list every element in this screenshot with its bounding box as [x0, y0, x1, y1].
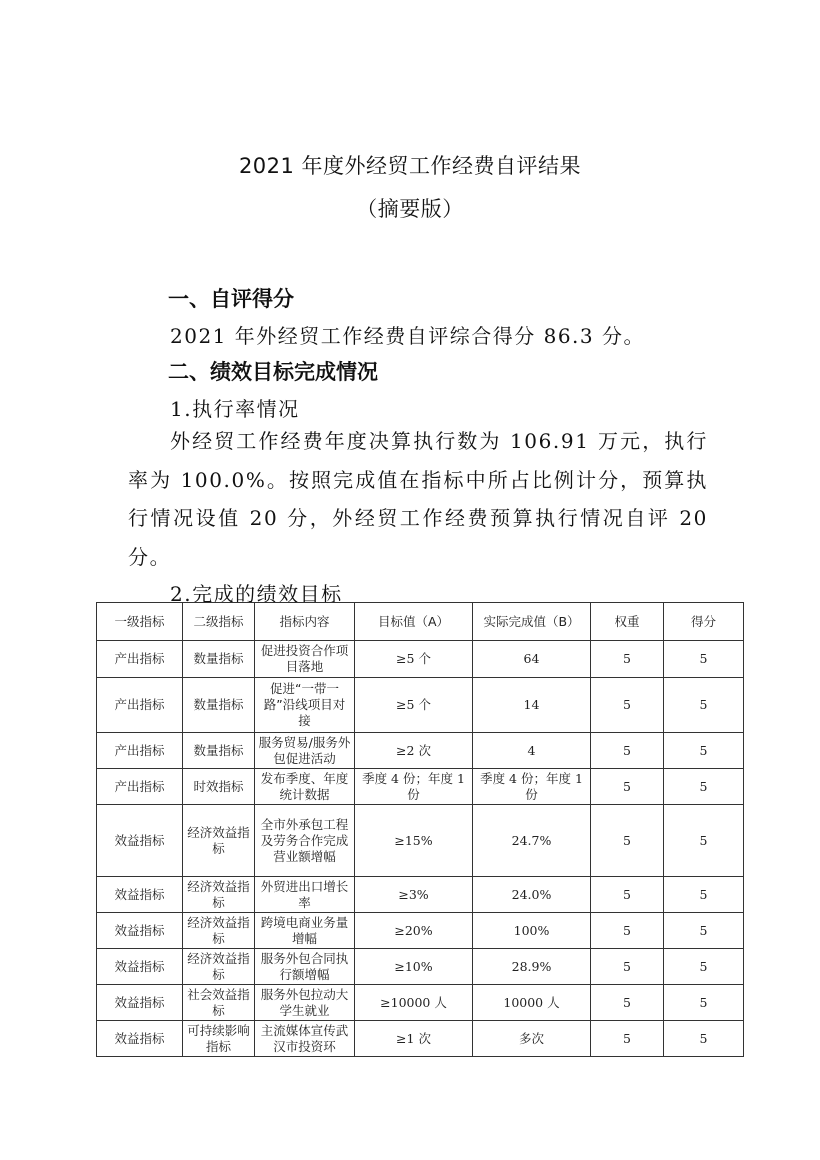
table-cell: 产出指标: [97, 769, 183, 805]
header-cell: 二级指标: [183, 603, 255, 641]
table-row: [97, 949, 744, 985]
table-cell: 数量指标: [183, 641, 255, 678]
table-cell: 5: [591, 678, 664, 733]
table-cell: 服务贸易/服务外包促进活动: [255, 733, 355, 769]
table-cell: ≥20%: [355, 913, 473, 949]
table-cell: ≥1 次: [355, 1021, 473, 1057]
document-subtitle: （摘要版）: [356, 197, 464, 221]
table-cell: 28.9%: [473, 949, 591, 985]
table-cell: 5: [591, 877, 664, 913]
table-cell: 5: [664, 641, 744, 678]
table-cell: 10000 人: [473, 985, 591, 1021]
table-cell: 5: [664, 1021, 744, 1057]
table-cell: 5: [591, 949, 664, 985]
table-cell: 经济效益指标: [183, 805, 255, 877]
table-row: [97, 805, 744, 877]
table-cell: 4: [473, 733, 591, 769]
table-row: [97, 877, 744, 913]
table-cell: ≥3%: [355, 877, 473, 913]
header-cell: 指标内容: [255, 603, 355, 641]
table-cell: 时效指标: [183, 769, 255, 805]
table-cell: 全市外承包工程及劳务合作完成营业额增幅: [255, 805, 355, 877]
table-cell: 数量指标: [183, 678, 255, 733]
table-cell: 数量指标: [183, 733, 255, 769]
table-row: [97, 769, 744, 805]
table-cell: 外贸进出口增长率: [255, 877, 355, 913]
table-cell: 多次: [473, 1021, 591, 1057]
performance-table: [96, 602, 744, 1057]
table-cell: ≥10%: [355, 949, 473, 985]
table-cell: 经济效益指标: [183, 949, 255, 985]
table-cell: 5: [664, 985, 744, 1021]
table-cell: 24.7%: [473, 805, 591, 877]
table-row: [97, 678, 744, 733]
table-cell: 效益指标: [97, 1021, 183, 1057]
table-cell: 经济效益指标: [183, 877, 255, 913]
table-cell: 5: [664, 733, 744, 769]
table-row: [97, 985, 744, 1021]
table-cell: 跨境电商业务量增幅: [255, 913, 355, 949]
table-cell: 5: [591, 641, 664, 678]
section1-text: 2021 年外经贸工作经费自评综合得分 86.3 分。: [170, 324, 646, 348]
table-cell: 5: [591, 733, 664, 769]
table-cell: 64: [473, 641, 591, 678]
table-cell: 可持续影响指标: [183, 1021, 255, 1057]
table-cell: 主流媒体宣传武汉市投资环: [255, 1021, 355, 1057]
table-cell: 服务外包合同执行额增幅: [255, 949, 355, 985]
table-cell: 社会效益指标: [183, 985, 255, 1021]
subsection-performance-goals: 2.完成的绩效目标: [170, 582, 343, 606]
header-cell: 实际完成值（B）: [473, 603, 591, 641]
table-cell: 效益指标: [97, 913, 183, 949]
table-cell: ≥10000 人: [355, 985, 473, 1021]
table-cell: 促进“一带一路”沿线项目对接: [255, 678, 355, 733]
table-cell: ≥15%: [355, 805, 473, 877]
table-cell: 5: [591, 805, 664, 877]
table-cell: 5: [591, 1021, 664, 1057]
header-cell: 一级指标: [97, 603, 183, 641]
table-cell: 5: [664, 913, 744, 949]
table-cell: 产出指标: [97, 641, 183, 678]
table-cell: 5: [664, 678, 744, 733]
table-cell: 5: [591, 985, 664, 1021]
table-cell: 5: [664, 877, 744, 913]
header-cell: 目标值（A）: [355, 603, 473, 641]
section1-heading: 一、自评得分: [168, 287, 294, 311]
table-cell: 100%: [473, 913, 591, 949]
table-cell: 季度 4 份；年度 1 份: [355, 769, 473, 805]
header-cell: 权重: [591, 603, 664, 641]
table-cell: 5: [664, 769, 744, 805]
table-cell: 5: [664, 949, 744, 985]
table-cell: 5: [591, 769, 664, 805]
document-title: 2021 年度外经贸工作经费自评结果: [238, 154, 582, 178]
table-cell: ≥5 个: [355, 678, 473, 733]
table-cell: 服务外包拉动大学生就业: [255, 985, 355, 1021]
table-row: [97, 733, 744, 769]
execution-paragraph: 外经贸工作经费年度决算执行数为 106.91 万元，执行率为 100.0%。按照完成值在指标中所占比例计分，预算执行情况设值 20 分，外经贸工作经费预算执行情况自评 20 分。: [128, 429, 708, 569]
table-cell: 产出指标: [97, 733, 183, 769]
table-cell: 效益指标: [97, 805, 183, 877]
table-cell: 14: [473, 678, 591, 733]
table-row: [97, 1021, 744, 1057]
table-cell: 效益指标: [97, 949, 183, 985]
table-row: [97, 913, 744, 949]
table-cell: 5: [664, 805, 744, 877]
table-header-row: [97, 603, 744, 641]
table-cell: 促进投资合作项目落地: [255, 641, 355, 678]
table-cell: ≥2 次: [355, 733, 473, 769]
table-cell: 效益指标: [97, 985, 183, 1021]
table-cell: 效益指标: [97, 877, 183, 913]
table-cell: 经济效益指标: [183, 913, 255, 949]
subsection-execution-rate: 1.执行率情况: [170, 397, 300, 421]
section2-heading: 二、绩效目标完成情况: [168, 360, 378, 384]
table-cell: ≥5 个: [355, 641, 473, 678]
header-cell: 得分: [664, 603, 744, 641]
table-cell: 产出指标: [97, 678, 183, 733]
table-cell: 季度 4 份；年度 1 份: [473, 769, 591, 805]
table-cell: 发布季度、年度统计数据: [255, 769, 355, 805]
table-cell: 5: [591, 913, 664, 949]
table-cell: 24.0%: [473, 877, 591, 913]
table-row: [97, 641, 744, 678]
